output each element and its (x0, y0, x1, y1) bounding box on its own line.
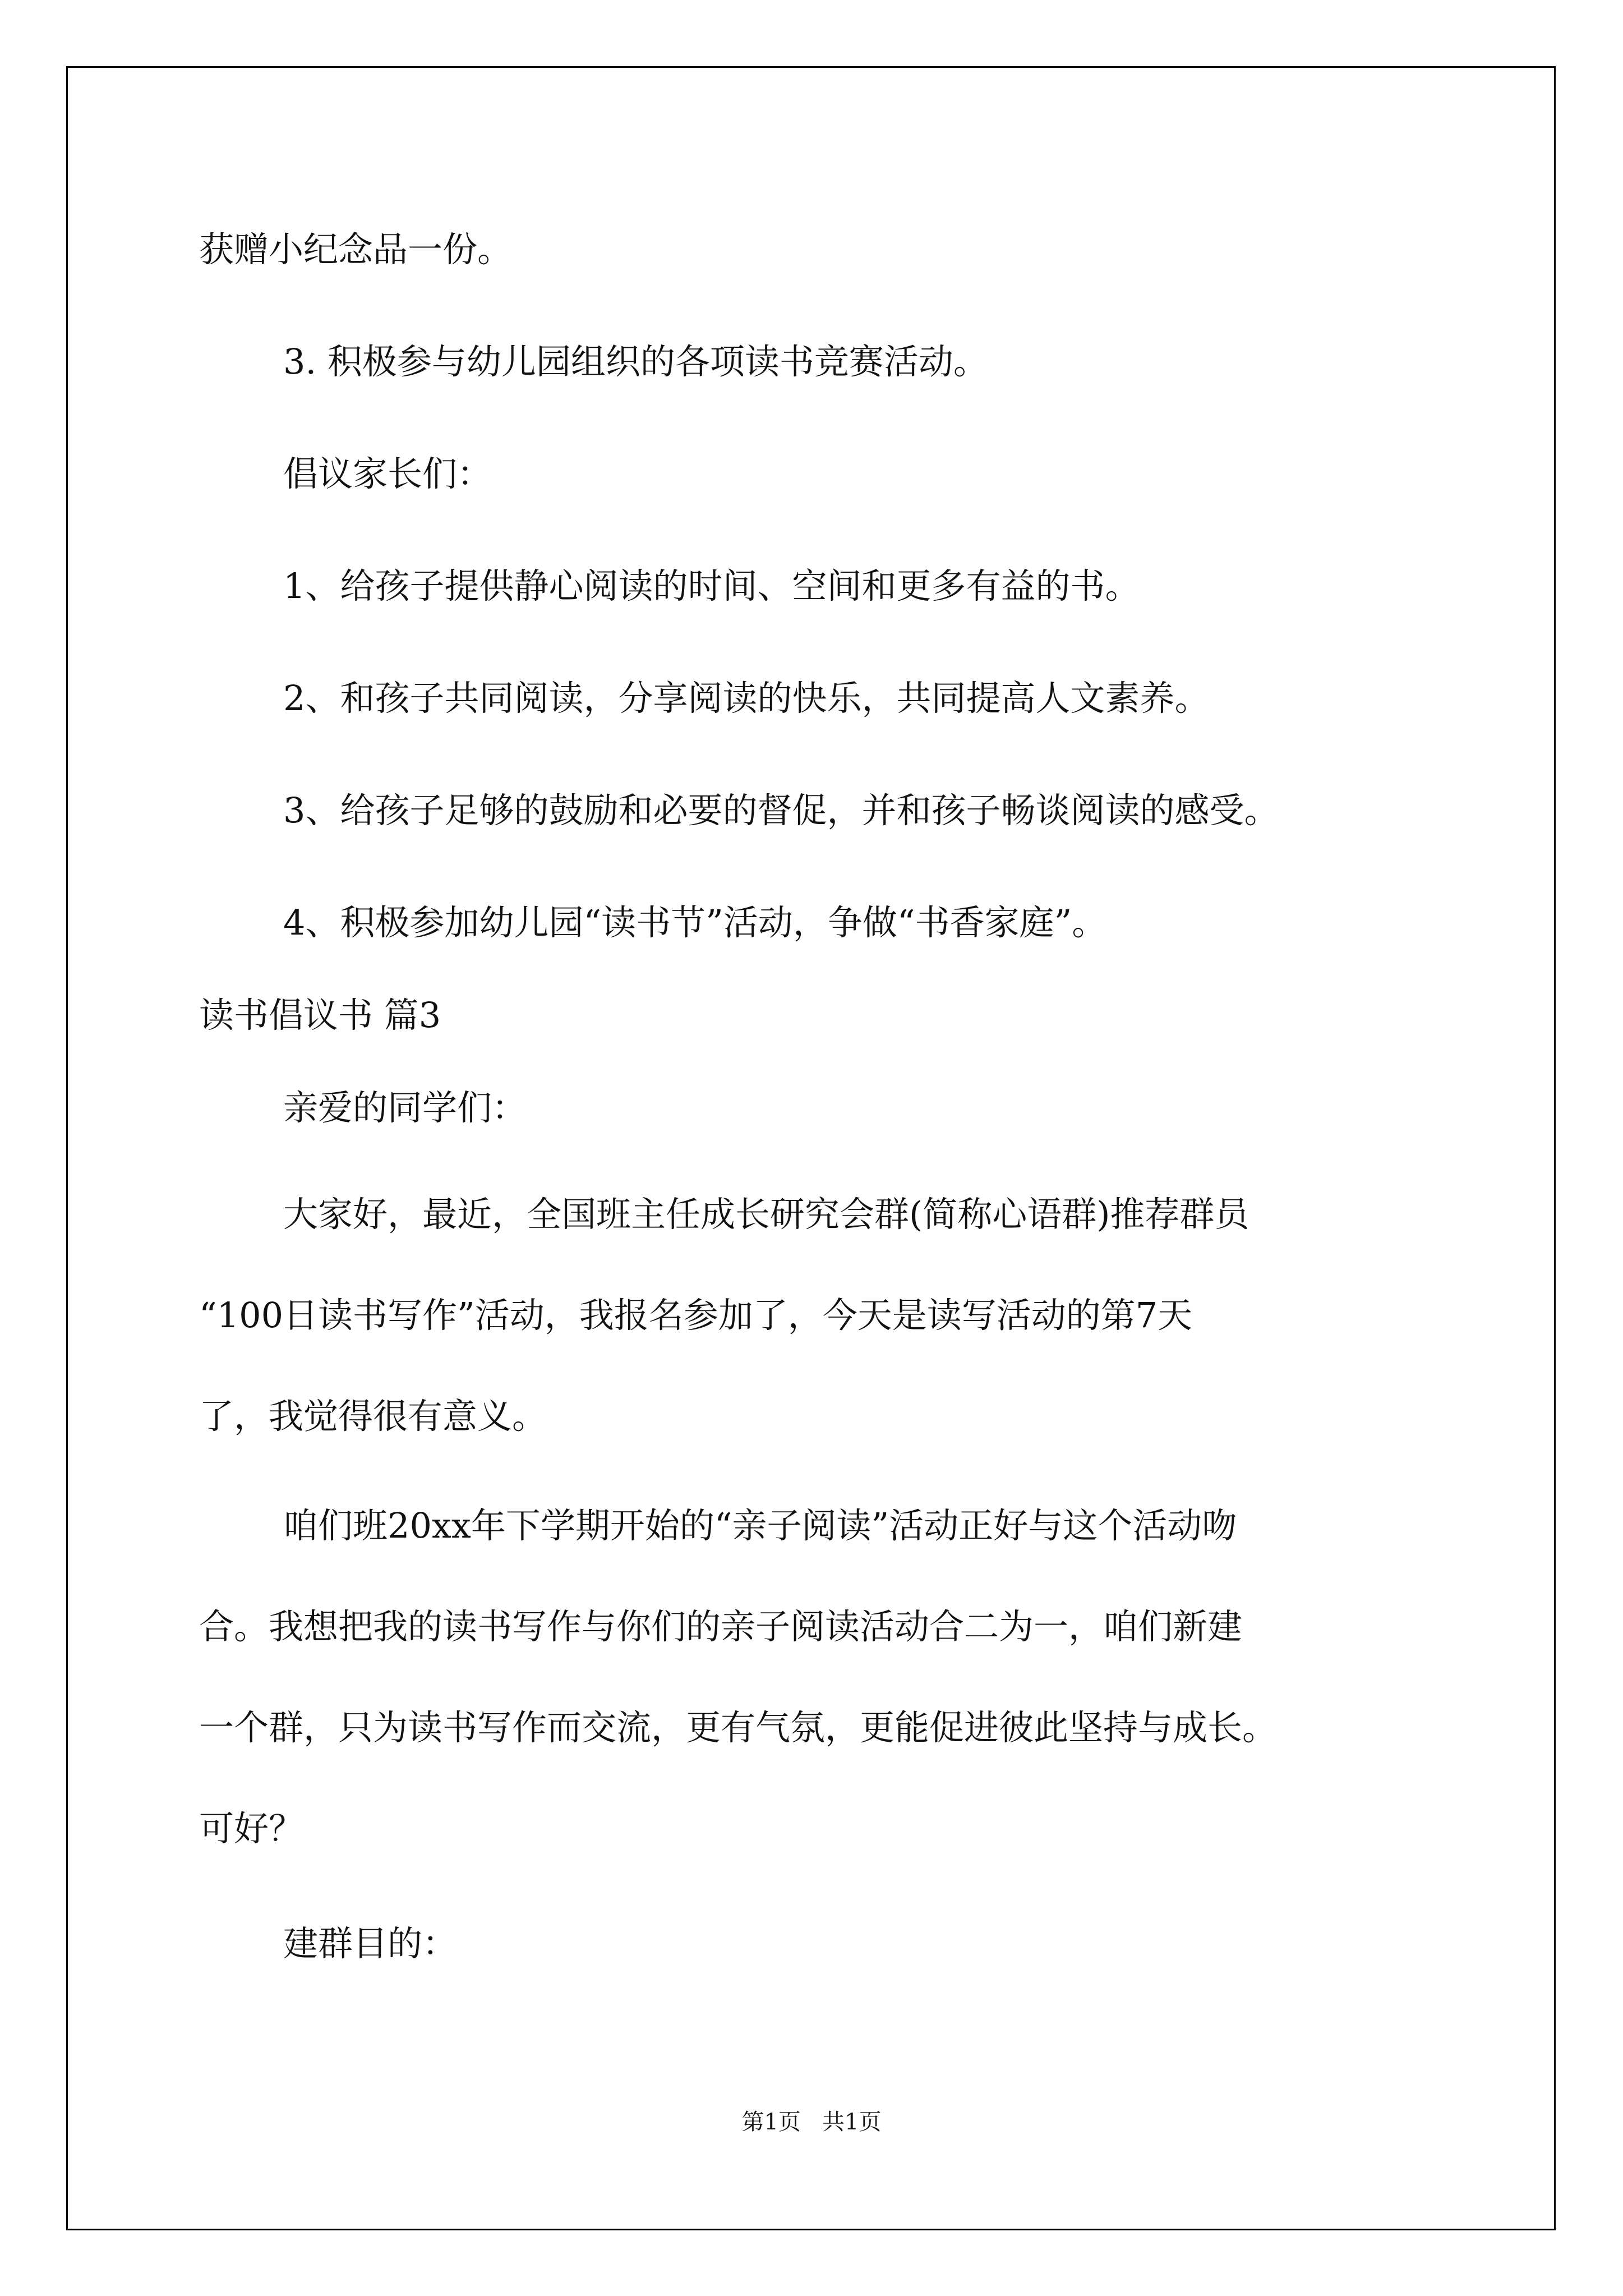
text-line: 2、和孩子共同阅读，分享阅读的快乐，共同提高人文素养。 (283, 678, 1210, 719)
text-line: 获赠小纪念品一份。 (199, 229, 513, 270)
text-line: 大家好，最近，全国班主任成长研究会群(简称心语群)推荐群员 (283, 1194, 1249, 1235)
text-line: 倡议家长们： (283, 453, 492, 494)
text-line: “100日读书写作”活动，我报名参加了，今天是读写活动的第7天 (199, 1295, 1193, 1336)
text-line: 可好？ (199, 1808, 304, 1849)
text-line: 咱们班20xx年下学期开始的“亲子阅读”活动正好与这个活动吻 (283, 1505, 1237, 1546)
text-line: 合。我想把我的读书写作与你们的亲子阅读活动合二为一，咱们新建 (199, 1606, 1243, 1647)
text-line: 3. 积极参与幼儿园组织的各项读书竞赛活动。 (283, 341, 988, 382)
text-line: 1、给孩子提供静心阅读的时间、空间和更多有益的书。 (283, 565, 1140, 606)
page-footer: 第1页 共1页 (741, 2109, 882, 2135)
section-heading: 读书倡议书 篇3 (199, 995, 441, 1036)
text-line: 3、给孩子足够的鼓励和必要的督促，并和孩子畅谈阅读的感受。 (283, 790, 1279, 831)
text-line: 了，我觉得很有意义。 (199, 1396, 547, 1437)
text-line: 亲爱的同学们： (283, 1087, 527, 1128)
text-line: 4、积极参加幼儿园“读书节”活动，争做“书香家庭”。 (283, 902, 1107, 943)
page-border (66, 66, 1556, 2230)
text-line: 一个群，只为读书写作而交流，更有气氛，更能促进彼此坚持与成长。 (199, 1707, 1278, 1748)
text-line: 建群目的： (283, 1923, 458, 1964)
